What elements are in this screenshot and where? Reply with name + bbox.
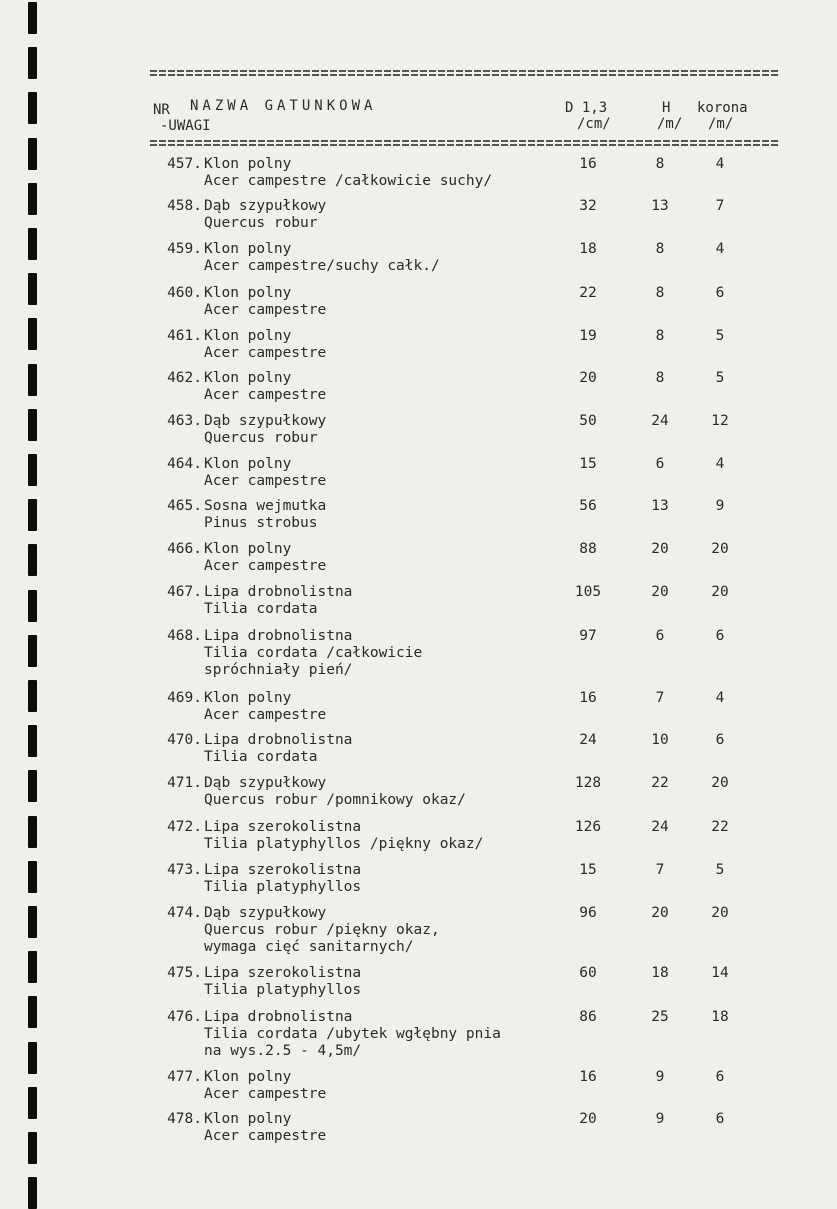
row-diameter: 16 bbox=[579, 690, 597, 706]
row-species bbox=[204, 413, 326, 447]
species-line: Quercus robur /piękny okaz, bbox=[204, 922, 440, 938]
row-species bbox=[204, 965, 361, 999]
row-diameter: 97 bbox=[579, 628, 597, 644]
binding-hole bbox=[28, 544, 37, 576]
species-line: Acer campestre /całkowicie suchy/ bbox=[204, 173, 493, 189]
row-diameter: 128 bbox=[574, 775, 602, 791]
tree-inventory-sheet bbox=[150, 62, 780, 1144]
row-number: 466. bbox=[167, 541, 202, 557]
binding-hole bbox=[28, 364, 37, 396]
species-line: Acer campestre bbox=[204, 387, 327, 403]
row-crown: 6 bbox=[715, 285, 725, 301]
species-line: Dąb szypułkowy bbox=[204, 198, 327, 214]
row-height: 20 bbox=[651, 541, 669, 557]
binding-hole bbox=[28, 138, 37, 170]
binding-hole bbox=[28, 680, 37, 712]
binding-hole bbox=[28, 499, 37, 531]
species-line: Acer campestre bbox=[204, 1128, 327, 1144]
row-height: 8 bbox=[655, 156, 665, 172]
row-crown: 20 bbox=[711, 541, 729, 557]
row-species bbox=[204, 732, 352, 766]
row-diameter: 20 bbox=[579, 370, 597, 386]
row-crown: 18 bbox=[711, 1009, 729, 1025]
row-crown: 4 bbox=[715, 156, 725, 172]
header-rule-bottom bbox=[150, 140, 780, 146]
row-height: 13 bbox=[651, 198, 669, 214]
row-height: 9 bbox=[655, 1069, 665, 1085]
binding-hole bbox=[28, 635, 37, 667]
row-diameter: 22 bbox=[579, 285, 597, 301]
row-species bbox=[204, 1009, 501, 1060]
row-crown: 6 bbox=[715, 1069, 725, 1085]
species-line: Acer campestre bbox=[204, 302, 327, 318]
species-line: na wys.2.5 - 4,5m/ bbox=[204, 1043, 362, 1059]
row-height: 8 bbox=[655, 370, 665, 386]
species-line: wymaga cięć sanitarnych/ bbox=[204, 939, 414, 955]
row-height: 20 bbox=[651, 584, 669, 600]
row-height: 8 bbox=[655, 328, 665, 344]
row-number: 463. bbox=[167, 413, 202, 429]
species-line: Acer campestre bbox=[204, 707, 327, 723]
row-height: 6 bbox=[655, 456, 665, 472]
species-line: Dąb szypułkowy bbox=[204, 413, 327, 429]
binding-hole bbox=[28, 1087, 37, 1119]
row-species bbox=[204, 328, 326, 362]
species-line: Lipa szerokolistna bbox=[204, 862, 362, 878]
header-diameter: D 1,3 bbox=[565, 100, 608, 116]
binding-hole bbox=[28, 816, 37, 848]
binding-hole bbox=[28, 409, 37, 441]
species-line: Klon polny bbox=[204, 241, 292, 257]
species-line: Klon polny bbox=[204, 1069, 292, 1085]
header-crown-unit: /m/ bbox=[708, 116, 734, 132]
row-species bbox=[204, 584, 352, 618]
row-number: 462. bbox=[167, 370, 202, 386]
row-number: 478. bbox=[167, 1111, 202, 1127]
row-diameter: 19 bbox=[579, 328, 597, 344]
header-name: NAZWA GATUNKOWA bbox=[190, 98, 377, 114]
binding-hole bbox=[28, 1177, 37, 1209]
species-line: Tilia platyphyllos bbox=[204, 879, 362, 895]
species-line: Acer campestre bbox=[204, 1086, 327, 1102]
binding-hole bbox=[28, 2, 37, 34]
row-species bbox=[204, 541, 326, 575]
species-line: spróchniały pień/ bbox=[204, 662, 353, 678]
row-diameter: 56 bbox=[579, 498, 597, 514]
row-species bbox=[204, 456, 326, 490]
row-crown: 14 bbox=[711, 965, 729, 981]
binding-hole bbox=[28, 1132, 37, 1164]
species-line: Acer campestre/suchy całk./ bbox=[204, 258, 440, 274]
row-number: 465. bbox=[167, 498, 202, 514]
row-number: 459. bbox=[167, 241, 202, 257]
row-diameter: 24 bbox=[579, 732, 597, 748]
row-diameter: 32 bbox=[579, 198, 597, 214]
binding-hole bbox=[28, 454, 37, 486]
binding-hole bbox=[28, 906, 37, 938]
table-header bbox=[150, 76, 780, 134]
species-line: Lipa drobnolistna bbox=[204, 1009, 353, 1025]
row-height: 24 bbox=[651, 413, 669, 429]
row-diameter: 50 bbox=[579, 413, 597, 429]
species-line: Acer campestre bbox=[204, 345, 327, 361]
row-species bbox=[204, 370, 326, 404]
header-height-unit: /m/ bbox=[657, 116, 683, 132]
species-line: Lipa drobnolistna bbox=[204, 584, 353, 600]
row-number: 475. bbox=[167, 965, 202, 981]
row-species bbox=[204, 156, 492, 190]
row-diameter: 16 bbox=[579, 156, 597, 172]
row-species bbox=[204, 905, 440, 956]
row-number: 469. bbox=[167, 690, 202, 706]
header-nr: NR bbox=[153, 102, 170, 118]
binding-hole bbox=[28, 725, 37, 757]
row-number: 474. bbox=[167, 905, 202, 921]
binding-hole bbox=[28, 183, 37, 215]
species-line: Lipa drobnolistna bbox=[204, 732, 353, 748]
row-diameter: 18 bbox=[579, 241, 597, 257]
row-height: 18 bbox=[651, 965, 669, 981]
species-line: Tilia platyphyllos bbox=[204, 982, 362, 998]
binding-hole bbox=[28, 951, 37, 983]
row-crown: 20 bbox=[711, 584, 729, 600]
row-species bbox=[204, 1111, 326, 1145]
row-number: 461. bbox=[167, 328, 202, 344]
row-height: 6 bbox=[655, 628, 665, 644]
row-diameter: 15 bbox=[579, 862, 597, 878]
row-height: 22 bbox=[651, 775, 669, 791]
row-crown: 20 bbox=[711, 775, 729, 791]
row-species bbox=[204, 819, 483, 853]
row-height: 8 bbox=[655, 285, 665, 301]
row-number: 464. bbox=[167, 456, 202, 472]
row-number: 467. bbox=[167, 584, 202, 600]
row-species bbox=[204, 198, 326, 232]
binding-hole bbox=[28, 92, 37, 124]
row-number: 458. bbox=[167, 198, 202, 214]
binding-hole bbox=[28, 1042, 37, 1074]
row-height: 8 bbox=[655, 241, 665, 257]
species-line: Lipa szerokolistna bbox=[204, 965, 362, 981]
species-line: Klon polny bbox=[204, 328, 292, 344]
row-diameter: 96 bbox=[579, 905, 597, 921]
species-line: Klon polny bbox=[204, 370, 292, 386]
row-diameter: 20 bbox=[579, 1111, 597, 1127]
row-height: 10 bbox=[651, 732, 669, 748]
row-height: 7 bbox=[655, 862, 665, 878]
row-number: 476. bbox=[167, 1009, 202, 1025]
row-diameter: 105 bbox=[574, 584, 602, 600]
species-line: Klon polny bbox=[204, 1111, 292, 1127]
species-line: Klon polny bbox=[204, 690, 292, 706]
row-species bbox=[204, 628, 422, 679]
row-crown: 22 bbox=[711, 819, 729, 835]
species-line: Tilia cordata bbox=[204, 749, 318, 765]
species-line: Pinus strobus bbox=[204, 515, 318, 531]
row-species bbox=[204, 1069, 326, 1103]
row-height: 13 bbox=[651, 498, 669, 514]
row-height: 25 bbox=[651, 1009, 669, 1025]
species-line: Klon polny bbox=[204, 156, 292, 172]
row-diameter: 88 bbox=[579, 541, 597, 557]
row-crown: 5 bbox=[715, 370, 725, 386]
binding-hole bbox=[28, 861, 37, 893]
row-number: 470. bbox=[167, 732, 202, 748]
header-crown: korona bbox=[697, 100, 748, 116]
row-crown: 12 bbox=[711, 413, 729, 429]
row-crown: 6 bbox=[715, 732, 725, 748]
binding-hole bbox=[28, 47, 37, 79]
species-line: Lipa szerokolistna bbox=[204, 819, 362, 835]
row-crown: 7 bbox=[715, 198, 725, 214]
row-diameter: 126 bbox=[574, 819, 602, 835]
row-number: 472. bbox=[167, 819, 202, 835]
species-line: Tilia cordata bbox=[204, 601, 318, 617]
row-species bbox=[204, 498, 326, 532]
row-species bbox=[204, 775, 466, 809]
row-crown: 4 bbox=[715, 690, 725, 706]
header-notes: -UWAGI bbox=[160, 118, 211, 134]
row-number: 471. bbox=[167, 775, 202, 791]
binding-hole bbox=[28, 770, 37, 802]
species-line: Tilia cordata /ubytek wgłębny pnia bbox=[204, 1026, 501, 1042]
row-crown: 20 bbox=[711, 905, 729, 921]
row-species bbox=[204, 241, 440, 275]
species-line: Sosna wejmutka bbox=[204, 498, 327, 514]
row-height: 9 bbox=[655, 1111, 665, 1127]
species-line: Tilia platyphyllos /piękny okaz/ bbox=[204, 836, 484, 852]
binding-hole bbox=[28, 318, 37, 350]
binding-holes bbox=[28, 0, 42, 1200]
row-height: 24 bbox=[651, 819, 669, 835]
row-number: 457. bbox=[167, 156, 202, 172]
header-diameter-unit: /cm/ bbox=[577, 116, 611, 132]
species-line: Dąb szypułkowy bbox=[204, 905, 327, 921]
species-line: Quercus robur /pomnikowy okaz/ bbox=[204, 792, 466, 808]
species-line: Lipa drobnolistna bbox=[204, 628, 353, 644]
binding-hole bbox=[28, 228, 37, 260]
binding-hole bbox=[28, 273, 37, 305]
row-crown: 5 bbox=[715, 862, 725, 878]
species-line: Klon polny bbox=[204, 456, 292, 472]
row-diameter: 16 bbox=[579, 1069, 597, 1085]
row-crown: 6 bbox=[715, 1111, 725, 1127]
row-diameter: 86 bbox=[579, 1009, 597, 1025]
row-crown: 5 bbox=[715, 328, 725, 344]
species-line: Tilia cordata /całkowicie bbox=[204, 645, 423, 661]
row-diameter: 60 bbox=[579, 965, 597, 981]
row-height: 20 bbox=[651, 905, 669, 921]
row-crown: 9 bbox=[715, 498, 725, 514]
species-line: Quercus robur bbox=[204, 430, 318, 446]
species-line: Acer campestre bbox=[204, 473, 327, 489]
species-line: Klon polny bbox=[204, 285, 292, 301]
species-line: Dąb szypułkowy bbox=[204, 775, 327, 791]
species-line: Quercus robur bbox=[204, 215, 318, 231]
row-crown: 6 bbox=[715, 628, 725, 644]
species-line: Acer campestre bbox=[204, 558, 327, 574]
row-crown: 4 bbox=[715, 456, 725, 472]
row-number: 477. bbox=[167, 1069, 202, 1085]
row-crown: 4 bbox=[715, 241, 725, 257]
row-species bbox=[204, 690, 326, 724]
row-number: 460. bbox=[167, 285, 202, 301]
row-diameter: 15 bbox=[579, 456, 597, 472]
header-height: H bbox=[662, 100, 671, 116]
binding-hole bbox=[28, 996, 37, 1028]
row-number: 473. bbox=[167, 862, 202, 878]
row-species bbox=[204, 285, 326, 319]
binding-hole bbox=[28, 590, 37, 622]
row-species bbox=[204, 862, 361, 896]
row-number: 468. bbox=[167, 628, 202, 644]
species-line: Klon polny bbox=[204, 541, 292, 557]
row-height: 7 bbox=[655, 690, 665, 706]
